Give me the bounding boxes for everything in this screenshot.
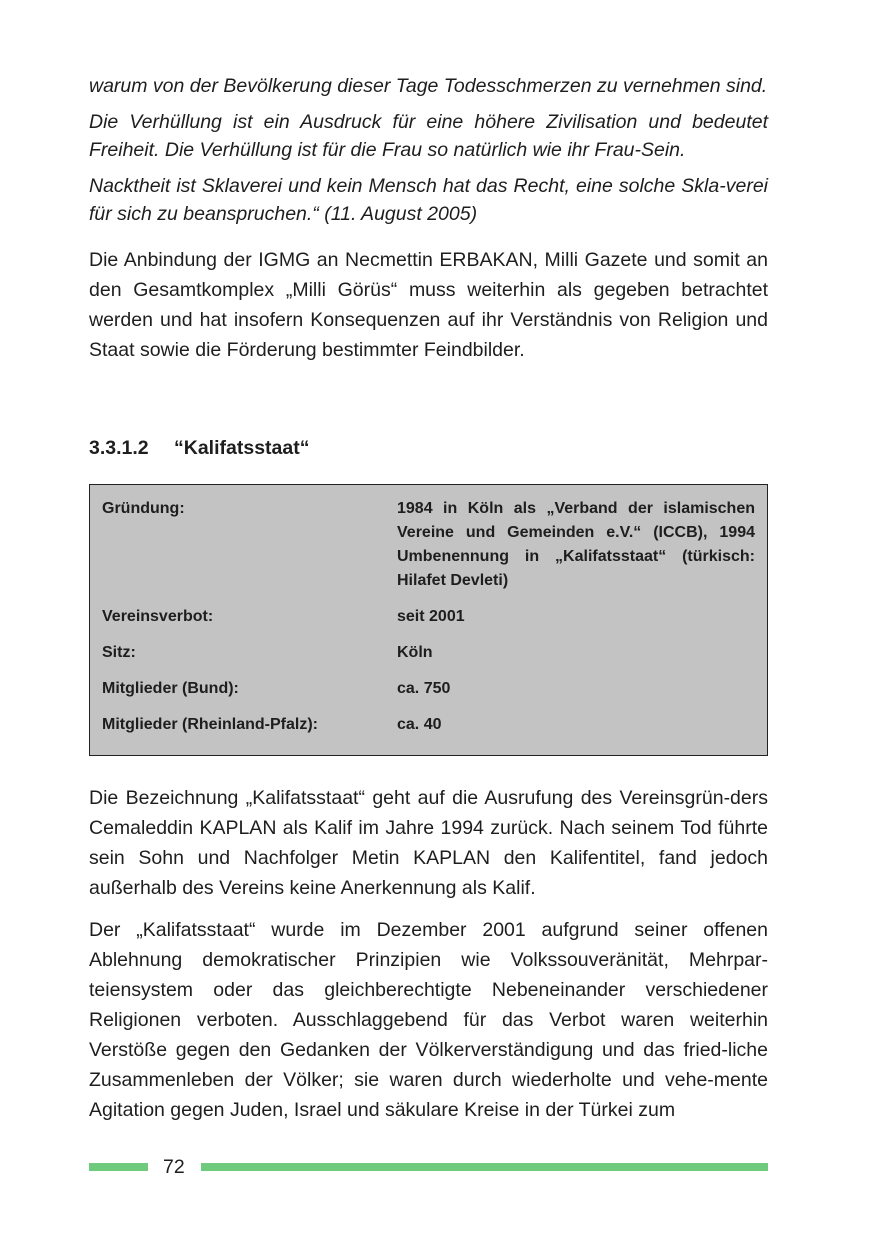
fact-row-vereinsverbot (102, 605, 755, 629)
fact-value: seit 2001 (397, 608, 465, 625)
fact-value: 1984 in Köln als „Verband der islamischen Vereine und Gemeinden e.V.“ (ICCB), 1994 Umbenennung in „Kalifatsstaat“ (türkisch: Hilafet Devleti) (397, 500, 755, 589)
fact-label: Mitglieder (Rheinland-Pfalz): (102, 716, 318, 733)
fact-row-mitglieder-bund (102, 677, 755, 701)
fact-label: Vereinsverbot: (102, 608, 214, 625)
section-heading (89, 435, 768, 461)
quote-line-3: Nacktheit ist Sklaverei und kein Mensch hat das Recht, eine solche Skla-verei für sich zu beanspruchen.“ (11. August 2005) (89, 175, 768, 225)
fact-label: Mitglieder (Bund): (102, 680, 239, 697)
quote-line-1: warum von der Bevölkerung dieser Tage Todesschmerzen zu vernehmen sind. (89, 75, 768, 97)
paragraph-verbot: Der „Kalifatsstaat“ wurde im Dezember 2001 aufgrund seiner offenen Ablehnung demokratischer Prinzipien wie Volkssouveränität, Mehrpar-teiensystem oder das gleichberechtigte Nebeneinander verschiedener Religionen verboten. Ausschlaggebend für das Verbot waren weiterhin Verstöße gegen den Gedanken der Völkerverständigung und das fried-liche Zusammenleben der Völker; sie waren durch wiederholte und vehe-mente Agitation gegen Juden, Israel und säkulare Kreise in der Türkei zum (89, 919, 768, 1121)
fact-label: Sitz: (102, 644, 136, 661)
footer-bar-left (89, 1163, 148, 1171)
fact-value: ca. 750 (397, 680, 451, 697)
footer-bar-right (201, 1163, 768, 1171)
fact-value: Köln (397, 644, 433, 661)
fact-row-gruendung (102, 497, 755, 593)
section-number: 3.3.1.2 (89, 437, 149, 459)
fact-row-mitglieder-rlp (102, 713, 755, 737)
fact-row-sitz (102, 641, 755, 665)
paragraph-bezeichnung: Die Bezeichnung „Kalifatsstaat“ geht auf die Ausrufung des Vereinsgrün-ders Cemaleddin KAPLAN als Kalif im Jahre 1994 zurück. Nach seinem Tod führte sein Sohn und Nachfolger Metin KAPLAN den Kalifentitel, fand jedoch außerhalb des Vereins keine Anerkennung als Kalif. (89, 787, 768, 899)
page-content (89, 72, 768, 1125)
paragraph-igmg: Die Anbindung der IGMG an Necmettin ERBAKAN, Milli Gazete und somit an den Gesamtkomplex „Milli Görüs“ muss weiterhin als gegeben betrachtet werden und hat insofern Konsequenzen auf ihr Verständnis von Religion und Staat sowie die Förderung bestimmter Feindbilder. (89, 249, 768, 361)
fact-label: Gründung: (102, 500, 185, 517)
page-footer (89, 1153, 768, 1181)
quote-line-2: Die Verhüllung ist ein Ausdruck für eine höhere Zivilisation und bedeutet Freiheit. Die Verhüllung ist für die Frau so natürlich wie ihr Frau-Sein. (89, 111, 768, 161)
section-title: “Kalifatsstaat“ (174, 437, 310, 459)
page-number: 72 (163, 1156, 185, 1178)
fact-value: ca. 40 (397, 716, 442, 733)
fact-box (89, 484, 768, 756)
